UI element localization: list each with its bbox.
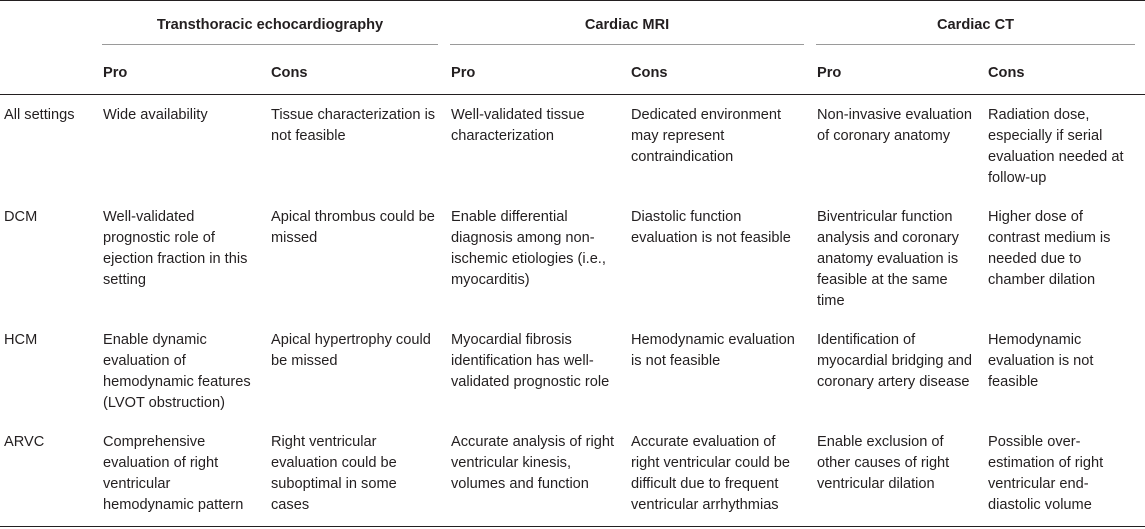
- table-cell: Enable dynamic evaluation of hemodynamic features (LVOT obstruction): [103, 332, 251, 411]
- table-cell: Dedicated environment may represent contraindication: [631, 107, 782, 165]
- table-cell: Diastolic function evaluation is not feasible: [631, 209, 791, 246]
- table-cell: Well-validated prognostic role of ejection fraction in this setting: [103, 209, 248, 288]
- modality-header-mri: Cardiac MRI: [448, 1, 814, 54]
- table-cell: Tissue characterization is not feasible: [271, 107, 436, 144]
- table-row: [0, 422, 1145, 527]
- table-cell: Non-invasive evaluation of coronary anatomy: [817, 107, 972, 144]
- table-cell: Biventricular function analysis and coronary anatomy evaluation is feasible at the same time: [817, 209, 959, 309]
- table-cell: Possible over-estimation of right ventricular end-diastolic volume: [985, 422, 1145, 527]
- row-setting-label: HCM: [4, 332, 38, 348]
- table-cell: Radiation dose, especially if serial evaluation needed at follow-up: [988, 107, 1124, 186]
- modality-header-row: [0, 1, 1145, 54]
- pro-cons-header-row: [0, 53, 1145, 95]
- table-cell: Identification of myocardial bridging and coronary artery disease: [817, 332, 972, 390]
- subheader-echo-pro: Pro: [100, 53, 268, 95]
- table-cell: Wide availability: [103, 107, 208, 123]
- subheader-mri-pro: Pro: [448, 53, 628, 95]
- table-cell: Apical hypertrophy could be missed: [271, 332, 431, 369]
- table-cell: Comprehensive evaluation of right ventricular hemodynamic pattern: [100, 422, 268, 527]
- table-cell: Hemodynamic evaluation is not feasible: [631, 332, 795, 369]
- corner-cell: [0, 53, 100, 95]
- row-setting-label: DCM: [4, 209, 38, 225]
- table-cell: Enable exclusion of other causes of right ventricular dilation: [814, 422, 985, 527]
- table-cell: Enable differential diagnosis among non-ischemic etiologies (i.e., myocarditis): [451, 209, 606, 288]
- modality-header-echo: Transthoracic echocardiography: [100, 1, 448, 54]
- table-cell: Accurate analysis of right ventricular kinesis, volumes and function: [448, 422, 628, 527]
- table-row: [0, 320, 1145, 422]
- table-row: [0, 95, 1145, 198]
- table-cell: Hemodynamic evaluation is not feasible: [988, 332, 1094, 390]
- row-setting-label: ARVC: [0, 422, 100, 527]
- table-cell: Well-validated tissue characterization: [451, 107, 585, 144]
- subheader-ct-cons: Cons: [985, 53, 1145, 95]
- subheader-mri-cons: Cons: [628, 53, 814, 95]
- table-cell: Accurate evaluation of right ventricular could be difficult due to frequent ventricular arrhythmias: [628, 422, 814, 527]
- table-cell: Right ventricular evaluation could be suboptimal in some cases: [268, 422, 448, 527]
- subheader-ct-pro: Pro: [814, 53, 985, 95]
- subheader-echo-cons: Cons: [268, 53, 448, 95]
- modality-header-ct: Cardiac CT: [814, 1, 1145, 54]
- table-cell: Apical thrombus could be missed: [271, 209, 435, 246]
- row-setting-label: All settings: [4, 107, 75, 123]
- table-row: [0, 197, 1145, 320]
- table-cell: Myocardial fibrosis identification has well-validated prognostic role: [451, 332, 610, 390]
- table-cell: Higher dose of contrast medium is needed due to chamber dilation: [988, 209, 1111, 288]
- corner-cell: [0, 1, 100, 54]
